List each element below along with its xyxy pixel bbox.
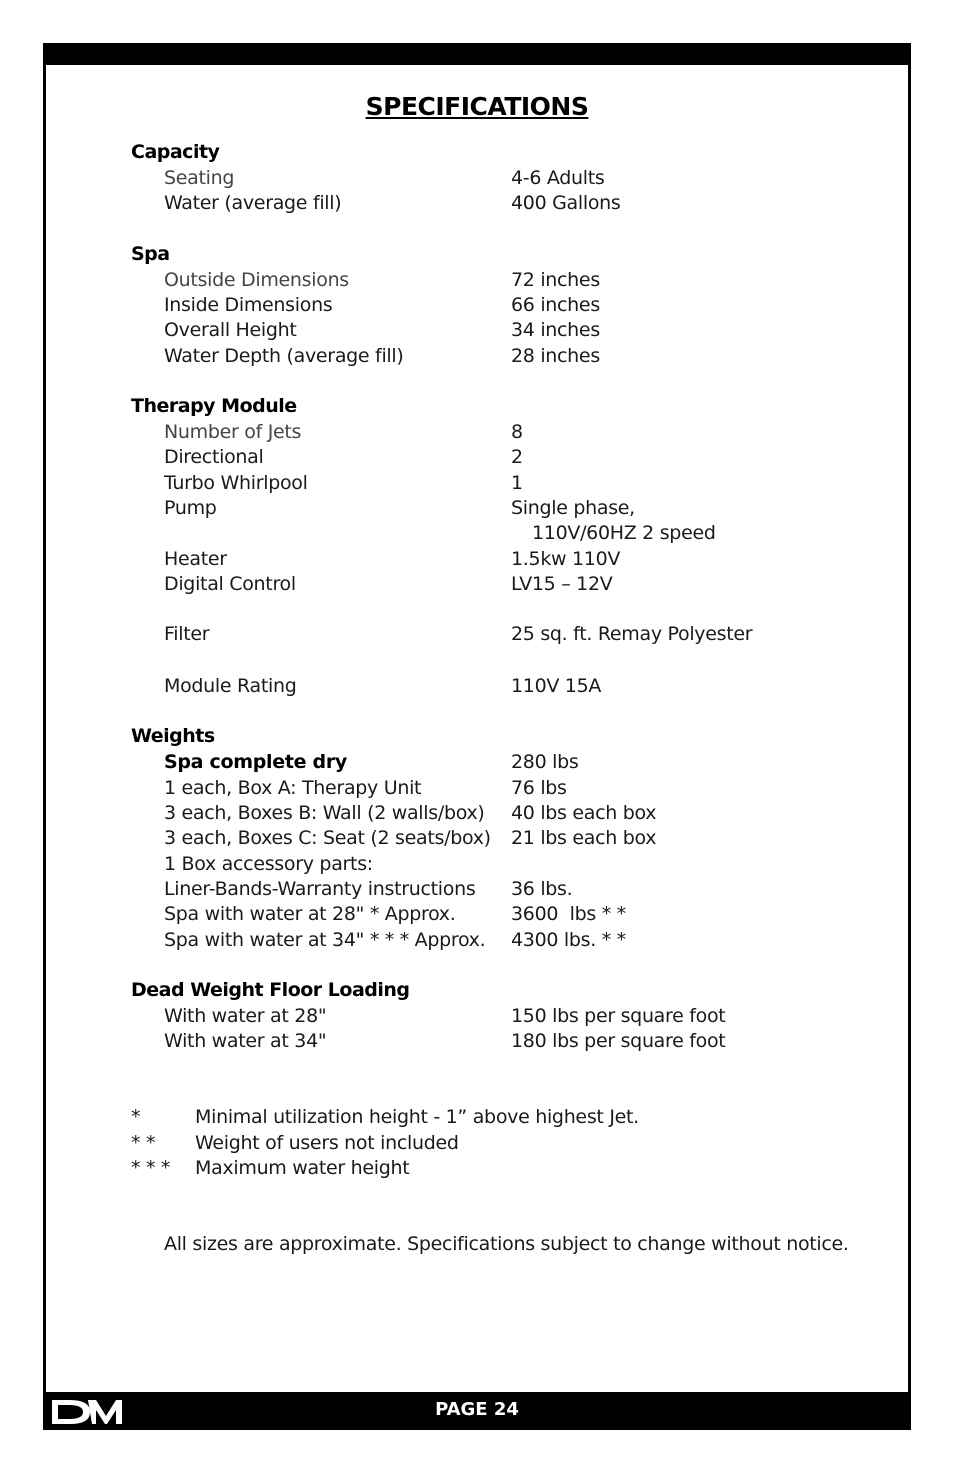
spec-label: Liner-Bands-Warranty instructions <box>164 878 476 900</box>
spec-value: 150 lbs per square foot <box>511 1005 726 1027</box>
spec-label: Filter <box>164 623 210 645</box>
page-number: PAGE 24 <box>435 1399 519 1420</box>
spec-value: Single phase, <box>511 497 635 519</box>
spec-label: Outside Dimensions <box>164 269 349 291</box>
spec-value: 28 inches <box>511 345 600 367</box>
footnote-text: Maximum water height <box>195 1157 410 1179</box>
spec-label: Directional <box>164 446 264 468</box>
section-heading-weights: Weights <box>131 725 215 747</box>
spec-label: With water at 34" <box>164 1030 327 1052</box>
spec-value: 25 sq. ft. Remay Polyester <box>511 623 753 645</box>
spec-value: 3600 lbs * * <box>511 903 626 925</box>
footnote-mark: * * * <box>131 1157 171 1179</box>
spec-value: 180 lbs per square foot <box>511 1030 726 1052</box>
footnote-mark: * <box>131 1106 141 1128</box>
footnote-mark: * * <box>131 1132 156 1154</box>
spec-value: 2 <box>511 446 523 468</box>
section-heading-floor-loading: Dead Weight Floor Loading <box>131 979 410 1001</box>
spec-value: 1 <box>511 472 523 494</box>
spec-label: Seating <box>164 167 235 189</box>
spec-value: 66 inches <box>511 294 600 316</box>
spec-label: Spa with water at 28" * Approx. <box>164 903 456 925</box>
spec-label: Turbo Whirlpool <box>164 472 308 494</box>
spec-value: 34 inches <box>511 319 600 341</box>
footnote-text: Minimal utilization height - 1” above highest Jet. <box>195 1106 639 1128</box>
spec-label: Inside Dimensions <box>164 294 333 316</box>
spec-value-continued: 110V/60HZ 2 speed <box>532 522 716 544</box>
page-title: SPECIFICATIONS <box>365 92 589 121</box>
spec-label: Module Rating <box>164 675 297 697</box>
spec-label: Pump <box>164 497 217 519</box>
spec-value: 400 Gallons <box>511 192 621 214</box>
footnote-text: Weight of users not included <box>195 1132 459 1154</box>
section-heading-capacity: Capacity <box>131 141 220 163</box>
spec-value: 76 lbs <box>511 777 567 799</box>
spec-label: Digital Control <box>164 573 296 595</box>
spec-label: 3 each, Boxes B: Wall (2 walls/box) <box>164 802 485 824</box>
section-heading-therapy: Therapy Module <box>131 395 297 417</box>
spec-value: 21 lbs each box <box>511 827 657 849</box>
spec-label: Spa with water at 34" * * * Approx. <box>164 929 486 951</box>
spec-value: 36 lbs. <box>511 878 573 900</box>
spec-label: 1 Box accessory parts: <box>164 853 373 875</box>
spec-value: 4-6 Adults <box>511 167 605 189</box>
spec-label: 1 each, Box A: Therapy Unit <box>164 777 422 799</box>
spec-label: Water (average fill) <box>164 192 342 214</box>
spec-label: Spa complete dry <box>164 751 347 773</box>
spec-value: 4300 lbs. * * <box>511 929 626 951</box>
spec-label: With water at 28" <box>164 1005 327 1027</box>
spec-label: Heater <box>164 548 227 570</box>
spec-value: 8 <box>511 421 523 443</box>
spec-label: Overall Height <box>164 319 297 341</box>
spec-value: 110V 15A <box>511 675 602 697</box>
spec-value: LV15 – 12V <box>511 573 613 595</box>
disclaimer: All sizes are approximate. Specifications subject to change without notice. <box>164 1233 849 1255</box>
spec-label: Water Depth (average fill) <box>164 345 404 367</box>
spec-value: 280 lbs <box>511 751 579 773</box>
spec-label: 3 each, Boxes C: Seat (2 seats/box) <box>164 827 491 849</box>
spec-value: 1.5kw 110V <box>511 548 621 570</box>
section-heading-spa: Spa <box>131 243 170 265</box>
spec-label: Number of Jets <box>164 421 302 443</box>
spec-value: 40 lbs each box <box>511 802 657 824</box>
spec-value: 72 inches <box>511 269 600 291</box>
